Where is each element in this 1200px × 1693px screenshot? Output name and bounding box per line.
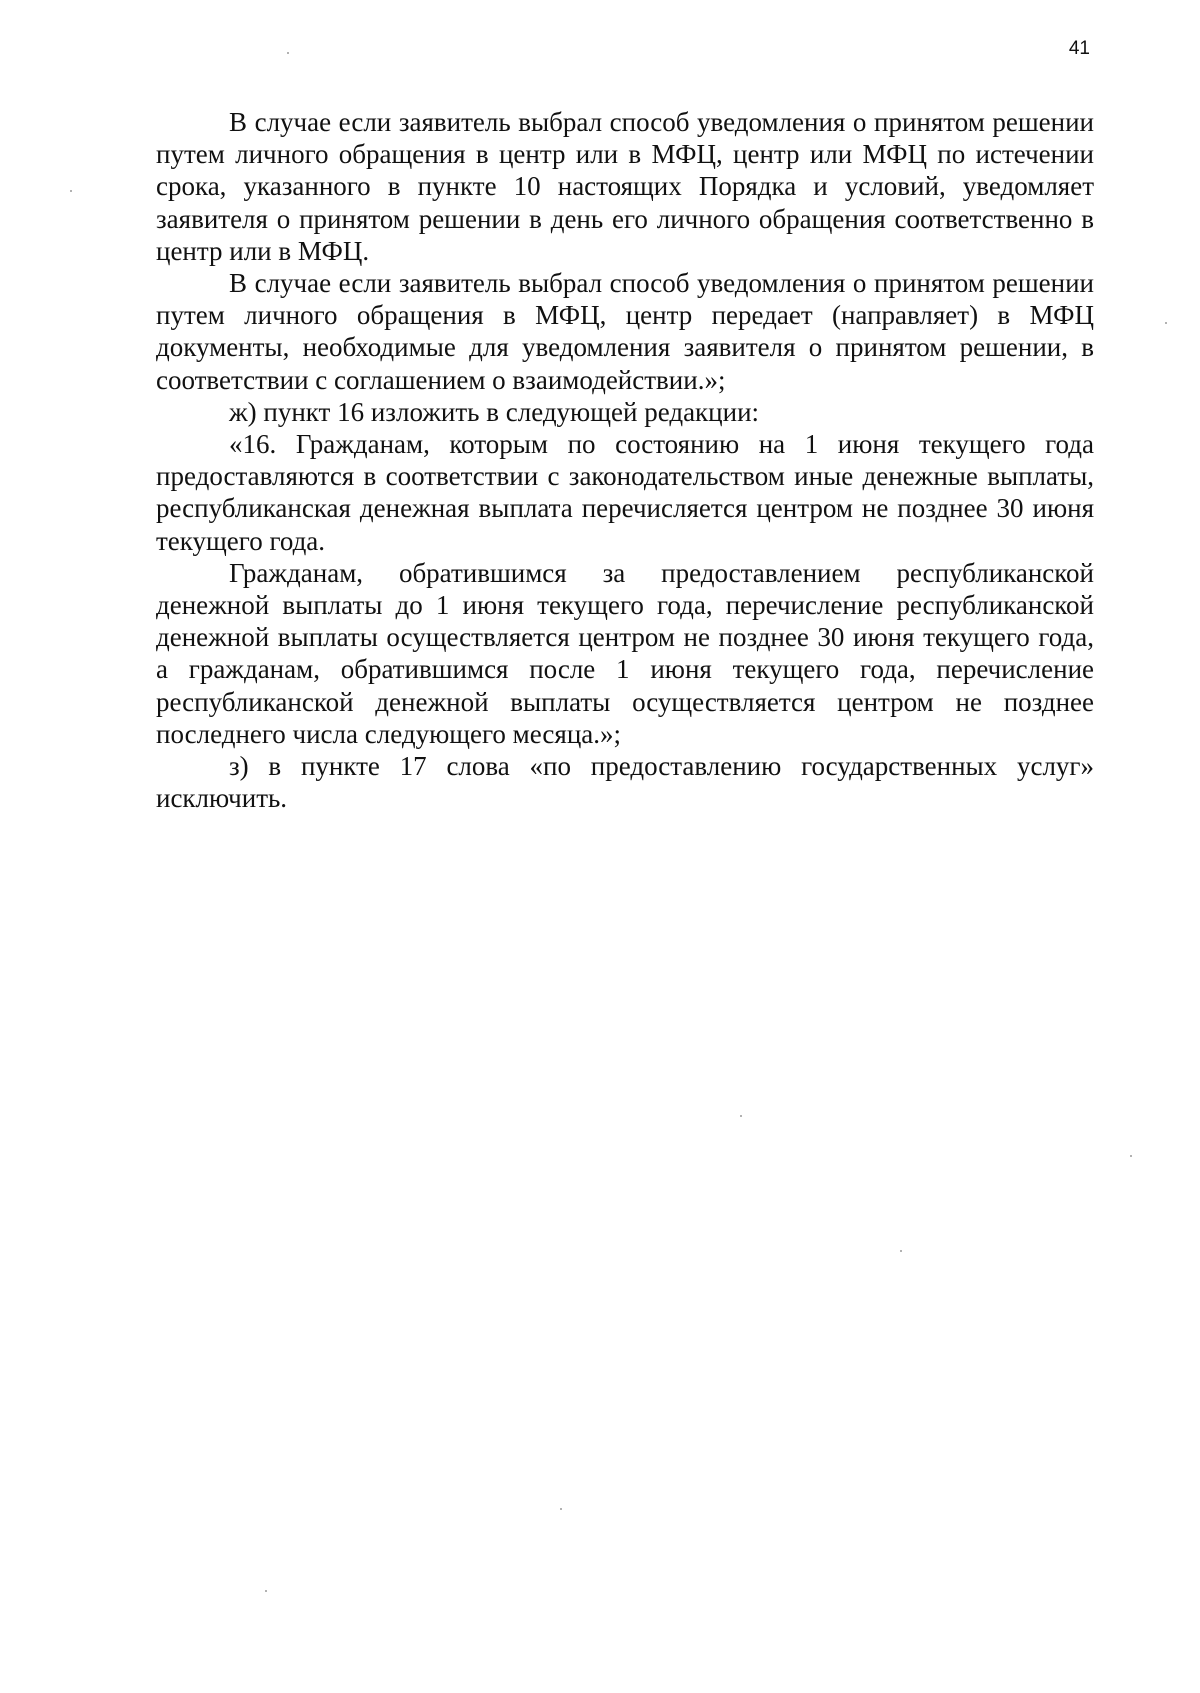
scan-speck (740, 1115, 742, 1117)
scan-speck (560, 1508, 562, 1510)
scan-speck (287, 52, 289, 54)
paragraph-notification-mfc: В случае если заявитель выбрал способ уведомления о принятом решении путем личного обращения в МФЦ, центр передает (направляет) в МФЦ документы, необходимые для уведомления заявителя о принятом решении, в соответствии с соглашением о взаимодействии.»; (156, 268, 1094, 395)
scan-speck (1130, 1155, 1132, 1157)
paragraph-amendment-item-16: ж) пункт 16 изложить в следующей редакции: (229, 396, 760, 427)
scan-speck (265, 1590, 267, 1592)
paragraph-item-16-continued: Гражданам, обратившимся за предоставлением республиканской денежной выплаты до 1 июня текущего года, перечисление республиканской денежной выплаты осуществляется центром не позднее 30 июня текущего года, а гражданам, обратившимся после 1 июня текущего года, перечисление республиканской денежной выплаты осуществляется центром не позднее последнего числа следующего месяца.»; (156, 557, 1094, 749)
paragraph-item-16-text: «16. Гражданам, которым по состоянию на 1 июня текущего года предоставляются в соответствии с законодательством иные денежные выплаты, республиканская денежная выплата перечисляется центром не позднее 30 июня текущего года. (156, 429, 1094, 556)
scan-speck (70, 190, 72, 192)
paragraph-notification-personal-visit: В случае если заявитель выбрал способ уведомления о принятом решении путем личного обращения в центр или в МФЦ, центр или МФЦ по истечении срока, указанного в пункте 10 настоящих Порядка и условий, уведомляет заявителя о принятом решении в день его личного обращения соответственно в центр или в МФЦ. (156, 107, 1094, 266)
paragraph-amendment-item-17: з) в пункте 17 слова «по предоставлению государственных услуг» исключить. (156, 751, 1094, 814)
scan-speck (1165, 322, 1167, 324)
page-number: 41 (1068, 38, 1090, 59)
scan-speck (900, 1250, 902, 1252)
document-body (156, 106, 1094, 814)
